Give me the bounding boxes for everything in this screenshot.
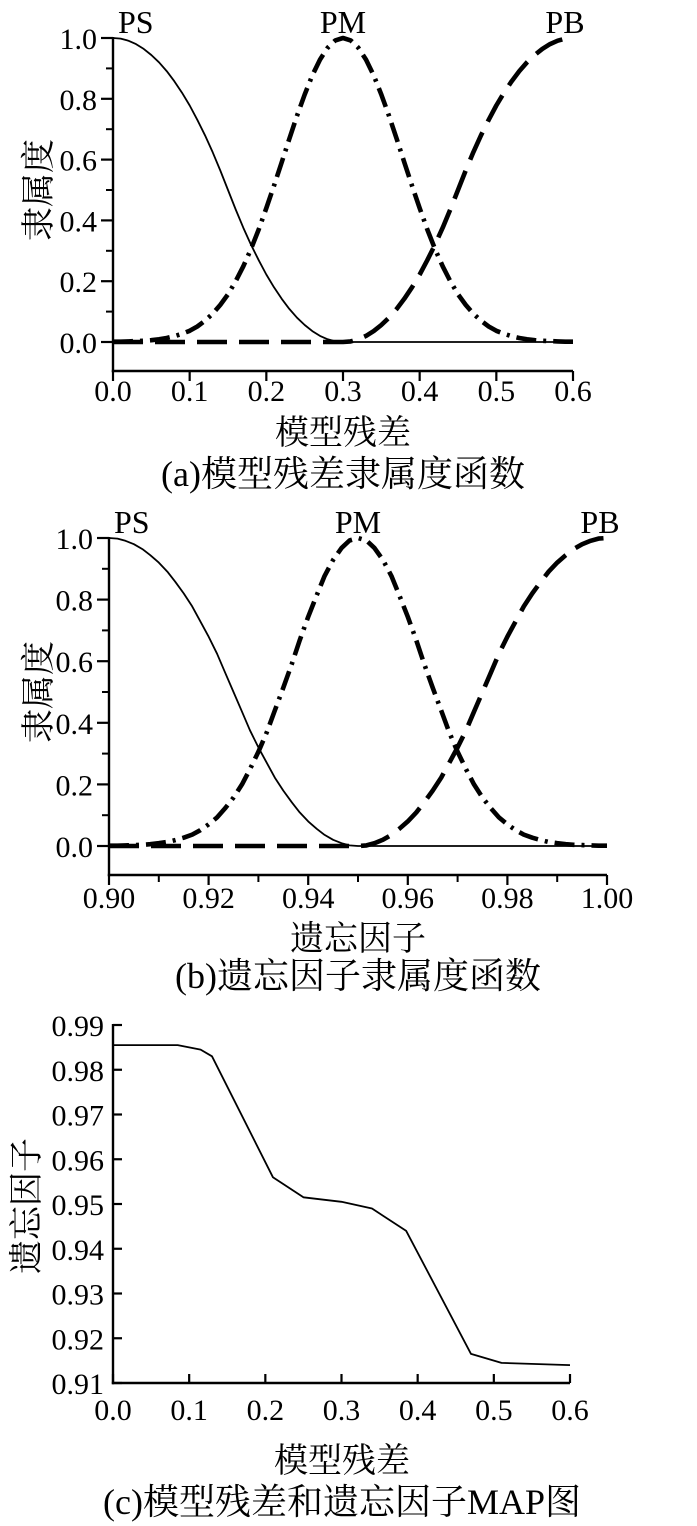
chart-b-y-tick-label: 0.2 bbox=[55, 769, 93, 803]
chart-a-x-tick-label: 0.0 bbox=[94, 375, 132, 408]
chart-b-series-PB-line bbox=[109, 538, 607, 846]
chart-b-y-tick-label: 0.6 bbox=[55, 646, 93, 680]
chart-a-x-tick-label: 0.3 bbox=[324, 375, 362, 408]
chart-b bbox=[20, 504, 633, 996]
chart-b-caption: (b)遗忘因子隶属度函数 bbox=[175, 956, 541, 996]
chart-a bbox=[20, 4, 592, 494]
chart-b-series-PS-line bbox=[109, 538, 607, 846]
chart-c-x-tick-label: 0.4 bbox=[398, 1394, 437, 1427]
chart-c-y-tick-label: 0.91 bbox=[51, 1368, 104, 1401]
chart-b-y-tick-label: 0.8 bbox=[55, 584, 93, 618]
chart-a-series-PB-line bbox=[113, 38, 573, 342]
chart-c-y-tick-label: 0.97 bbox=[51, 1099, 104, 1133]
chart-a-series-PS-line bbox=[113, 38, 573, 342]
chart-a-y-tick-label: 0.8 bbox=[59, 83, 97, 117]
chart-c-y-tick-label: 0.99 bbox=[51, 1010, 104, 1043]
chart-a-y-tick-label: 0.0 bbox=[59, 327, 97, 360]
chart-a-series-label-pb: PB bbox=[545, 4, 585, 40]
chart-b-y-tick-label: 0.0 bbox=[55, 831, 93, 864]
chart-b-x-tick-label: 0.90 bbox=[82, 882, 136, 915]
chart-c-y-tick-label: 0.93 bbox=[51, 1278, 104, 1312]
chart-c-x-tick-label: 0.3 bbox=[322, 1394, 361, 1427]
chart-b-xlabel: 遗忘因子 bbox=[290, 921, 426, 958]
chart-c-caption: (c)模型残差和遗忘因子MAP图 bbox=[103, 1482, 581, 1522]
chart-a-plot bbox=[60, 23, 592, 408]
chart-a-x-tick-label: 0.1 bbox=[170, 375, 209, 408]
chart-c-x-tick-label: 0.2 bbox=[246, 1394, 285, 1427]
chart-a-y-tick-label: 1.0 bbox=[59, 23, 97, 56]
chart-b-x-tick-label: 0.92 bbox=[182, 882, 235, 915]
chart-a-x-tick-label: 0.5 bbox=[477, 375, 516, 408]
chart-b-x-tick-label: 0.94 bbox=[281, 882, 335, 915]
chart-c-y-tick-label: 0.95 bbox=[51, 1189, 104, 1222]
chart-b-series-PM-line bbox=[109, 538, 607, 846]
chart-a-xlabel: 模型残差 bbox=[275, 415, 411, 452]
chart-c-x-tick-label: 0.6 bbox=[551, 1394, 589, 1427]
chart-a-series-label-ps: PS bbox=[118, 4, 154, 40]
chart-b-series-label-ps: PS bbox=[114, 504, 150, 540]
chart-c-x-tick-label: 0.5 bbox=[475, 1394, 513, 1427]
chart-a-x-tick-label: 0.2 bbox=[247, 375, 286, 408]
chart-b-y-tick-label: 0.4 bbox=[55, 707, 93, 741]
chart-c-x-tick-label: 0.0 bbox=[94, 1394, 132, 1427]
chart-a-series-label-pm: PM bbox=[319, 4, 367, 40]
chart-a-x-tick-label: 0.6 bbox=[554, 375, 592, 408]
chart-c bbox=[8, 1010, 589, 1522]
chart-b-x-tick-label: 0.98 bbox=[481, 882, 534, 915]
chart-a-caption: (a)模型残差隶属度函数 bbox=[161, 454, 525, 494]
chart-a-x-tick-label: 0.4 bbox=[400, 375, 439, 408]
chart-c-y-tick-label: 0.92 bbox=[51, 1323, 104, 1357]
chart-b-x-tick-label: 1.00 bbox=[580, 882, 634, 915]
chart-c-y-tick-label: 0.98 bbox=[51, 1054, 104, 1088]
chart-c-ylabel: 遗忘因子 bbox=[9, 1138, 46, 1274]
chart-c-xlabel: 模型残差 bbox=[274, 1443, 410, 1480]
chart-b-x-tick-label: 0.96 bbox=[381, 882, 435, 915]
chart-c-plot bbox=[52, 1010, 589, 1427]
chart-c-x-tick-label: 0.1 bbox=[170, 1394, 208, 1427]
chart-b-series-label-pm: PM bbox=[334, 504, 382, 540]
chart-b-y-tick-label: 1.0 bbox=[55, 523, 93, 556]
chart-b-plot bbox=[56, 523, 634, 915]
chart-c-series-MAP-line bbox=[113, 1045, 570, 1365]
chart-b-series-label-pb: PB bbox=[580, 504, 620, 540]
chart-c-y-tick-label: 0.96 bbox=[51, 1144, 104, 1178]
chart-a-y-tick-label: 0.2 bbox=[59, 266, 97, 300]
chart-c-y-tick-label: 0.94 bbox=[51, 1233, 104, 1267]
chart-a-y-tick-label: 0.6 bbox=[59, 144, 97, 178]
chart-a-series-PM-line bbox=[113, 38, 573, 342]
chart-b-ylabel: 隶属度 bbox=[21, 641, 58, 743]
chart-a-ylabel: 隶属度 bbox=[21, 139, 58, 241]
chart-a-y-tick-label: 0.4 bbox=[59, 205, 97, 239]
